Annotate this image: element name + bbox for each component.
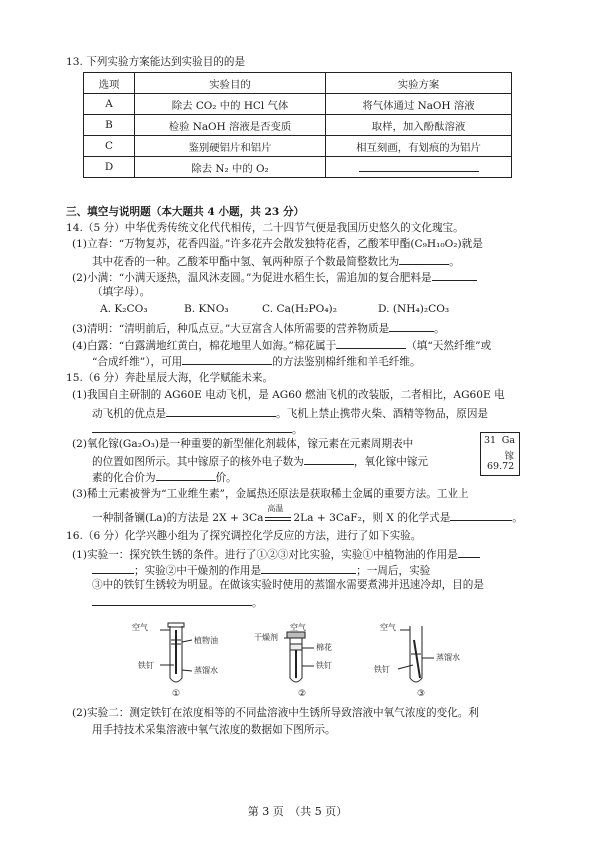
q15-l9-end: 。: [512, 512, 523, 524]
q16-line1: 16.（6 分）化学兴趣小组为了探究调控化学反应的方法，进行了如下实验。: [66, 530, 422, 542]
row-goal: 除去 N₂ 中的 O₂: [135, 157, 326, 178]
tube3-number: ③: [417, 689, 426, 698]
q16-line6: (2)实验二：测定铁钉在浓度相等的不同盐溶液中生锈所导致溶液中氧气浓度的变化。利: [72, 707, 479, 719]
tube1-number: ①: [172, 689, 181, 698]
q14-l9-end: 的方法鉴别棉纤维和羊毛纤维。: [272, 356, 421, 368]
row-option: C: [84, 136, 135, 157]
answer-blank[interactable]: [156, 469, 216, 481]
q16-l5-end: 。: [252, 597, 263, 609]
q16-l3-end: ；一周后，实验: [356, 565, 431, 577]
q15-l7-text: 素的化合价为: [92, 472, 156, 484]
answer-blank[interactable]: [92, 421, 292, 433]
answer-blank[interactable]: [92, 562, 134, 574]
row-option: B: [84, 115, 135, 136]
table-header-row: [84, 73, 512, 94]
q14-line1: 14.（5 分）中华优秀传统文化代代相传，二十四节气便是我国历史悠久的文化瑰宝。: [66, 222, 464, 234]
answer-blank[interactable]: [182, 353, 272, 365]
atomic-number: 31: [484, 435, 497, 446]
tube2-cotton-label: 棉花: [316, 643, 332, 652]
table-row: [84, 157, 512, 178]
tube1-air-label: 空气: [132, 623, 148, 632]
q16-l3-text: ；实验②中干燥剂的作用是: [134, 565, 262, 577]
q15-line5: (2)氧化镓(Ga₂O₃)是一种重要的新型催化剂载体，镓元素在元素周期表中: [72, 438, 414, 450]
row-plan: 取样，加入酚酞溶液: [326, 115, 512, 136]
row-goal: 鉴别硬铝片和铝片: [135, 136, 326, 157]
tube2-air-label: 空气: [290, 623, 306, 632]
q14-line8: [72, 337, 491, 353]
element-name: 镓: [504, 451, 514, 462]
reaction-condition: 高温: [267, 504, 284, 513]
tube1-nail-label: 铁钉: [138, 661, 154, 670]
reaction-arrow: [265, 504, 291, 521]
tube2-desiccant-label: 干燥剂: [254, 633, 278, 642]
q14-l8-end: （填“天然纤维”或: [406, 340, 492, 352]
q15-l3-text: 动飞机的优点是: [92, 408, 167, 420]
tube1-water-label: 蒸馏水: [194, 666, 218, 675]
header-plan: 实验方案: [326, 73, 512, 94]
row-option: A: [84, 94, 135, 115]
q14-l7-end: 。: [434, 323, 445, 335]
q15-l3-end: 。飞机上禁止携带火柴、酒精等物品，原因是: [276, 408, 489, 420]
q14-line3: [92, 253, 460, 269]
q13-stem: 13. 下列实验方案能达到实验目的的是: [66, 56, 246, 68]
section-heading: 三、填空与说明题（本大题共 4 小题，共 23 分）: [66, 206, 305, 218]
option-d: D. (NH₄)₂CO₃: [378, 303, 450, 315]
tube2-desiccant: [287, 632, 305, 638]
tube2-number: ②: [298, 689, 307, 698]
q14-line9: [92, 353, 421, 369]
q14-line5: （填字母）。: [92, 286, 151, 298]
q14-l8-text: (4)白露：“白露满地红黄白，棉花地里人如海。”棉花属于: [72, 340, 337, 352]
q16-l2-text: (1)实验一：探究铁生锈的条件。进行了①②③对比实验，实验①中植物油的作用是: [72, 549, 458, 561]
q14-l7-text: (3)清明：“清明前后，种瓜点豆。”大豆富含人体所需要的营养物质是: [72, 323, 390, 335]
answer-blank[interactable]: [304, 453, 354, 465]
row-option: D: [84, 157, 135, 178]
q15-l4-end: 。: [292, 424, 303, 436]
atomic-mass: 69.72: [487, 461, 515, 472]
row-plan-blank[interactable]: [326, 157, 512, 178]
page-footer: 第 3 页 （共 5 页）: [247, 805, 348, 818]
table-row: [84, 94, 512, 115]
q14-line7: [72, 320, 445, 336]
q14-l3-end: 。: [449, 256, 460, 268]
answer-blank[interactable]: [166, 405, 276, 417]
tube3-water-label: 蒸馏水: [436, 653, 460, 662]
q15-l9-text: 一种制备镧(La)的方法是 2X + 3Ca: [92, 512, 264, 524]
option-a: A. K₂CO₃: [100, 303, 148, 315]
element-symbol: Ga: [501, 435, 515, 446]
header-goal: 实验目的: [135, 73, 326, 94]
row-goal: 除去 CO₂ 中的 HCl 气体: [135, 94, 326, 115]
option-c: C. Ca(H₂PO₄)₂: [262, 303, 337, 315]
q15-line4: [92, 421, 303, 437]
q15-line3: [92, 405, 488, 421]
q15-l7-end: 价。: [215, 472, 237, 484]
q15-line7: [92, 469, 237, 485]
answer-blank[interactable]: [432, 269, 477, 281]
answer-blank[interactable]: [336, 337, 406, 349]
answer-blank[interactable]: [389, 320, 434, 332]
q14-l9-text: “合成纤维”），可用: [92, 356, 183, 368]
q16-line5: [92, 594, 263, 610]
q16-line2: [72, 546, 480, 562]
answer-blank[interactable]: [261, 562, 356, 574]
q14-l3-text: 其中花香的一种。乙酸苯甲酯中氢、氧两种原子个数最简整数比为: [92, 256, 400, 268]
q15-l6-end: ，氧化镓中镓元: [353, 456, 429, 468]
tube3-air-label: 空气: [380, 623, 396, 632]
q15-line2: (1)我国自主研制的 AG60E 电动飞机，是 AG60 燃油飞机的改装版，二者相比，AG60E 电: [72, 389, 505, 401]
tube2-cotton: [290, 644, 302, 650]
option-b: B. KNO₃: [184, 303, 229, 315]
q13-table: [83, 72, 512, 178]
row-plan: 相互刻画，有划痕的为铝片: [326, 136, 512, 157]
tube1-oil-label: 植物油: [194, 636, 218, 645]
q14-line2: (1)立春：“万物复苏，花香四溢。”许多花卉会散发独特花香，乙酸苯甲酯(C₉H₁₀O₂)就是: [72, 238, 483, 250]
tube3-nail-label: 铁钉: [374, 665, 390, 674]
tube2-nail-label: 铁钉: [316, 661, 332, 670]
answer-blank[interactable]: [399, 253, 449, 265]
gallium-element-tile: [480, 432, 520, 476]
q14-options: [100, 302, 449, 316]
q16-line3: [92, 562, 430, 578]
table-row: [84, 115, 512, 136]
row-plan: 将气体通过 NaOH 溶液: [326, 94, 512, 115]
q15-l6-text: 的位置如图所示。其中镓原子的核外电子数为: [92, 456, 304, 468]
answer-blank[interactable]: [458, 546, 480, 558]
table-row: [84, 136, 512, 157]
q14-line4: [72, 269, 477, 285]
answer-blank[interactable]: [450, 509, 512, 521]
q15-line8: (3)稀土元素被誉为“工业维生素”，金属热还原法是获取稀土金属的重要方法。工业上: [72, 488, 469, 500]
header-option: 选项: [84, 73, 135, 94]
q15-line9: [92, 504, 523, 525]
q16-line4: ③中的铁钉生锈较为明显。在做该实验时使用的蒸馏水需要煮沸并迅速冷却，目的是: [92, 579, 484, 591]
q15-line6: [92, 453, 428, 469]
q15-l9-mid: 2La + 3CaF₂，则 X 的化学式是: [293, 512, 451, 524]
rust-experiment-figure: [130, 620, 470, 698]
row-goal: 检验 NaOH 溶液是否变质: [135, 115, 326, 136]
answer-blank[interactable]: [92, 594, 252, 606]
q16-line7: 用手持技术采集溶液中氧气浓度的数据如下图所示。: [92, 724, 336, 736]
q14-l4-text: (2)小满：“小满天逐热，温风沐麦圆。”为促进水稻生长，需追加的复合肥料是: [72, 272, 432, 284]
q15-line1: 15.（6 分）奔赴星辰大海，化学赋能未来。: [66, 372, 274, 384]
